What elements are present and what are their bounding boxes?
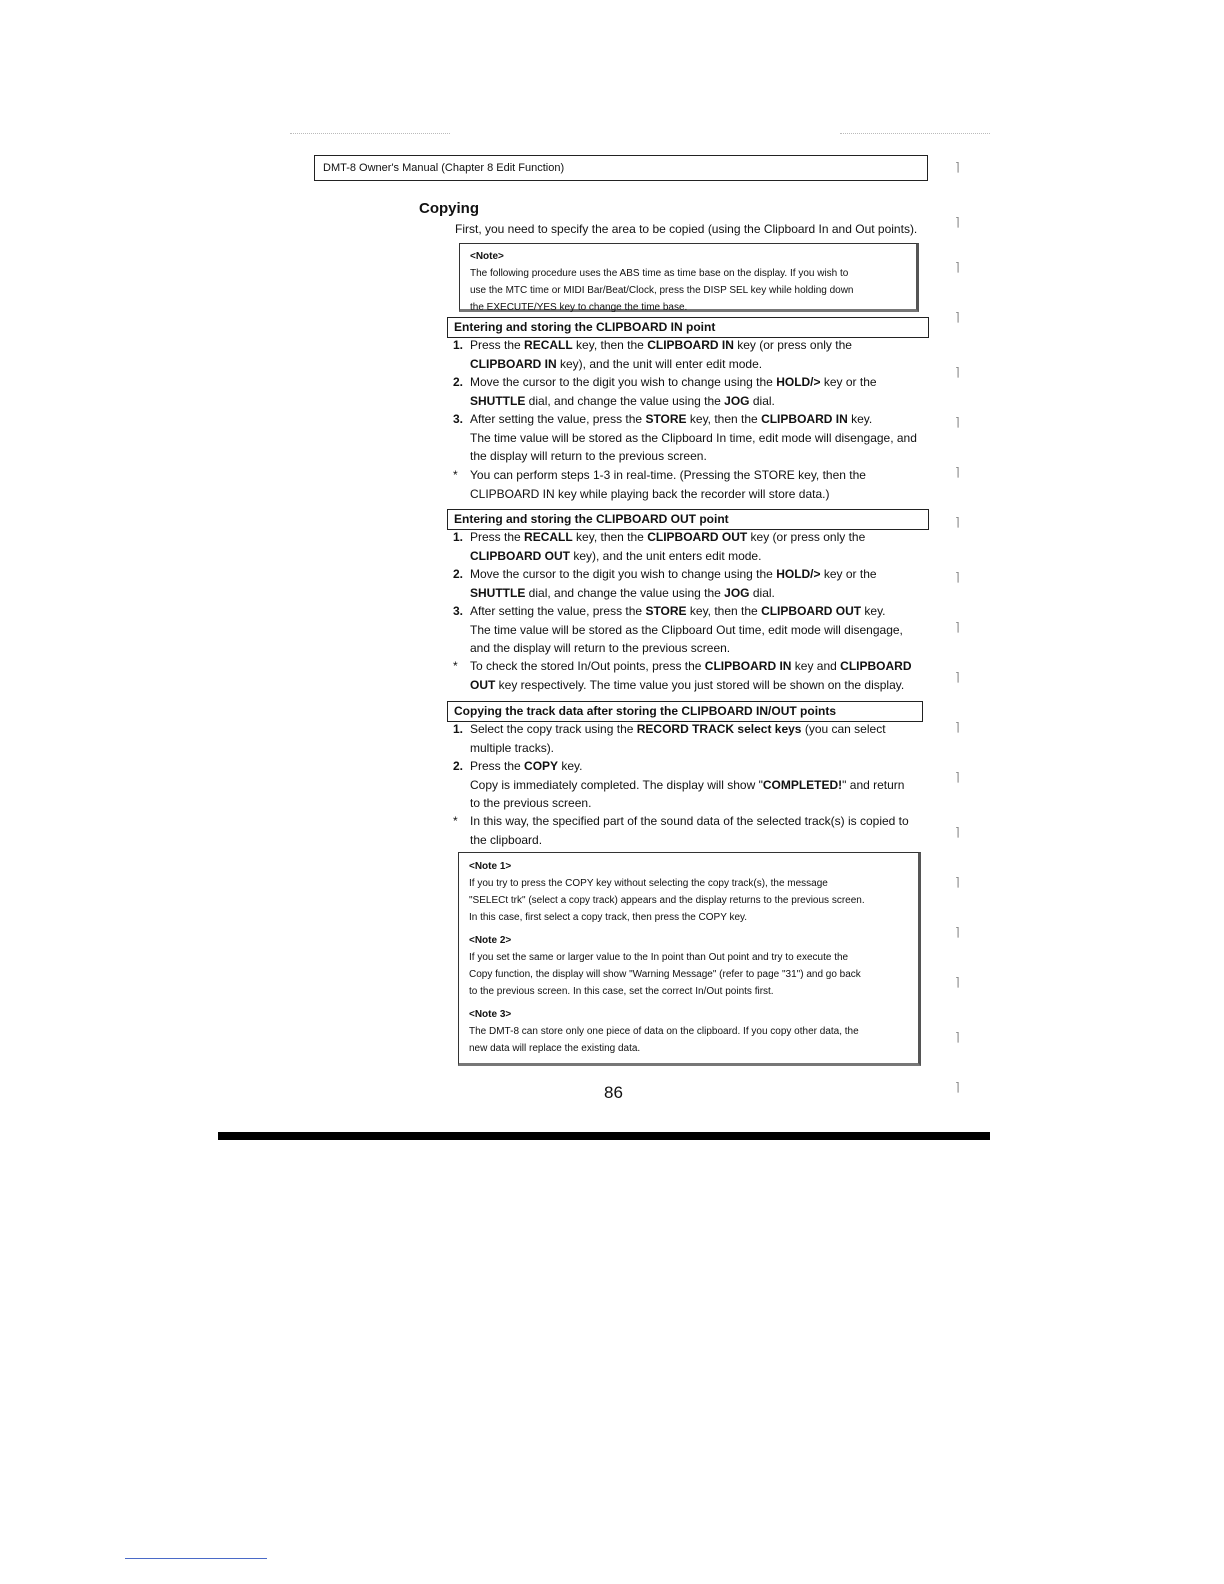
bullet-note: * In this way, the specified part of the sound data of the selected track(s) is copied to the clipboard. [453,814,909,847]
notes-box [458,852,921,1066]
note-line: Copy function, the display will show "Warning Message" (refer to page "31") and go back [469,969,861,980]
bottom-rule [218,1132,990,1140]
subsection-heading-copy-track: Copying the track data after storing the CLIPBOARD IN/OUT points [447,701,923,722]
bullet-note: * To check the stored In/Out points, press the CLIPBOARD IN key and CLIPBOARD OUT key respectively. The time value you just stored will be shown on the display. [453,659,912,692]
step-item: 2. Move the cursor to the digit you wish to change using the HOLD/> key or the SHUTTLE dial, and change the value using the JOG dial. [453,567,877,600]
step-item: 2. Move the cursor to the digit you wish to change using the HOLD/> key or the SHUTTLE dial, and change the value using the JOG dial. [453,375,877,408]
step-item: 3. After setting the value, press the STORE key, then the CLIPBOARD OUT key. The time value will be stored as the Clipboard Out time, edit mode will disengage, and the display will return to the previous screen. [453,604,903,656]
note-line: The following procedure uses the ABS time as time base on the display. If you wish to [470,268,849,279]
step-item: 1. Press the RECALL key, then the CLIPBOARD IN key (or press only the CLIPBOARD IN key), and the unit will enter edit mode. [453,338,852,371]
step-item: 1. Press the RECALL key, then the CLIPBOARD OUT key (or press only the CLIPBOARD OUT key), and the unit enters edit mode. [453,530,866,563]
page-number: 86 [604,1083,623,1102]
note-label: <Note 3> [469,1009,512,1020]
running-header: DMT-8 Owner's Manual (Chapter 8 Edit Function) [323,162,565,174]
bullet-note: * You can perform steps 1-3 in real-time. (Pressing the STORE key, then the CLIPBOARD IN key while playing back the recorder will store data.) [453,468,866,501]
step-item: 1. Select the copy track using the RECORD TRACK select keys (you can select multiple tracks). [453,722,886,755]
note-line: new data will replace the existing data. [469,1043,641,1054]
note-box [459,243,919,312]
intro-text: First, you need to specify the area to be copied (using the Clipboard In and Out points). [455,222,918,236]
subsection-heading-clipboard-in: Entering and storing the CLIPBOARD IN point [447,317,929,338]
note-label: <Note 1> [469,861,512,872]
note-line: use the MTC time or MIDI Bar/Beat/Clock, press the DISP SEL key while holding down [470,285,854,296]
note-line: The DMT-8 can store only one piece of data on the clipboard. If you copy other data, the [469,1026,859,1037]
note-line: to the previous screen. In this case, set the correct In/Out points first. [469,986,774,997]
subsection-heading-clipboard-out: Entering and storing the CLIPBOARD OUT point [447,509,929,530]
footnote-rule [125,1558,267,1559]
note-line: the EXECUTE/YES key to change the time base. [470,302,688,313]
note-label: <Note> [470,251,504,262]
section-title: Copying [419,200,479,217]
note-line: If you set the same or larger value to the In point than Out point and try to execute the [469,952,849,963]
note-line: If you try to press the COPY key without selecting the copy track(s), the message [469,878,828,889]
note-line: In this case, first select a copy track, then press the COPY key. [469,912,748,923]
step-item: 2. Press the COPY key. Copy is immediately completed. The display will show "COMPLETED!" and return to the previous screen. [453,759,905,811]
note-line: "SELECt trk" (select a copy track) appears and the display returns to the previous screen. [469,895,865,906]
note-label: <Note 2> [469,935,512,946]
step-item: 3. After setting the value, press the STORE key, then the CLIPBOARD IN key. The time value will be stored as the Clipboard In time, edit mode will disengage, and the display will return to the previous screen. [453,412,917,464]
header-box [314,155,928,181]
